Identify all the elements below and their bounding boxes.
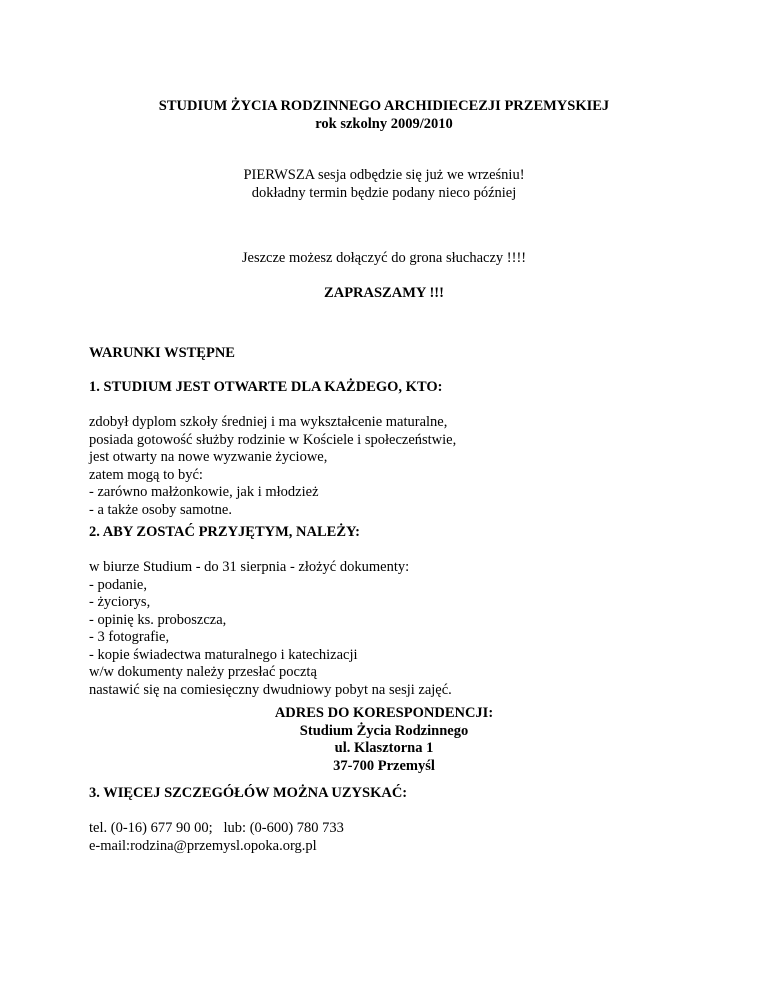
section-1-line: jest otwarty na nowe wyzwanie życiowe,	[89, 449, 328, 465]
section-2-line: nastawić się na comiesięczny dwudniowy pobyt na sesji zajęć.	[89, 681, 452, 698]
contact-email: e-mail:rodzina@przemysl.opoka.org.pl	[89, 837, 317, 854]
invite-cta-block	[89, 285, 679, 303]
section-3-heading	[89, 785, 407, 803]
section-1-body	[89, 414, 456, 519]
section-1-heading	[89, 379, 442, 397]
address-heading: ADRES DO KORESPONDENCJI:	[274, 705, 494, 721]
section-2-heading	[89, 524, 360, 542]
section-2-line: - 3 fotografie,	[89, 629, 170, 645]
section-2-line: w/w dokumenty należy przesłać pocztą	[89, 664, 317, 680]
section-1-line: zatem mogą to być:	[89, 466, 203, 483]
address-city: 37-700 Przemyśl	[333, 757, 435, 774]
section-2-line: w biurze Studium - do 31 sierpnia - złożyć dokumenty:	[89, 559, 410, 575]
address-street: ul. Klasztorna 1	[334, 740, 434, 756]
section-1-line: zdobył dyplom szkoły średniej i ma wykształcenie maturalne,	[89, 414, 448, 430]
section-2-body	[89, 559, 452, 699]
conditions-heading	[89, 345, 235, 363]
header	[89, 98, 679, 133]
address-block	[89, 705, 679, 775]
section-2-line: - podanie,	[89, 576, 147, 593]
contact-phone: tel. (0-16) 677 90 00; lub: (0-600) 780 733	[89, 820, 344, 836]
section-2-line: - życiorys,	[89, 594, 151, 610]
section-1-line: posiada gotowość służby rodzinie w Kościele i społeczeństwie,	[89, 431, 457, 448]
announcement	[89, 167, 679, 202]
section-2-heading-text: 2. ABY ZOSTAĆ PRZYJĘTYM, NALEŻY:	[89, 524, 360, 540]
announcement-line-2: dokładny termin będzie podany nieco później	[251, 184, 517, 201]
address-name: Studium Życia Rodzinnego	[299, 722, 469, 739]
section-1-line: - a także osoby samotne.	[89, 501, 232, 518]
school-year: rok szkolny 2009/2010	[315, 115, 453, 132]
section-1-line: - zarówno małżonkowie, jak i młodzież	[89, 484, 319, 500]
announcement-line-1: PIERWSZA sesja odbędzie się już we wrześniu!	[243, 167, 525, 183]
section-2-line: - kopie świadectwa maturalnego i katechizacji	[89, 646, 358, 663]
conditions-heading-text: WARUNKI WSTĘPNE	[89, 345, 235, 361]
section-2-line: - opinię ks. proboszcza,	[89, 611, 227, 628]
invite-line: Jeszcze możesz dołączyć do grona słuchaczy !!!!	[241, 250, 527, 266]
invite-cta: ZAPRASZAMY !!!	[324, 285, 444, 301]
section-3-heading-text: 3. WIĘCEJ SZCZEGÓŁÓW MOŻNA UZYSKAĆ:	[89, 785, 408, 801]
document-title: STUDIUM ŻYCIA RODZINNEGO ARCHIDIECEZJI PRZEMYSKIEJ	[158, 98, 610, 114]
invite	[89, 250, 679, 268]
section-1-heading-text: 1. STUDIUM JEST OTWARTE DLA KAŻDEGO, KTO:	[89, 379, 443, 395]
section-3-body	[89, 820, 344, 855]
